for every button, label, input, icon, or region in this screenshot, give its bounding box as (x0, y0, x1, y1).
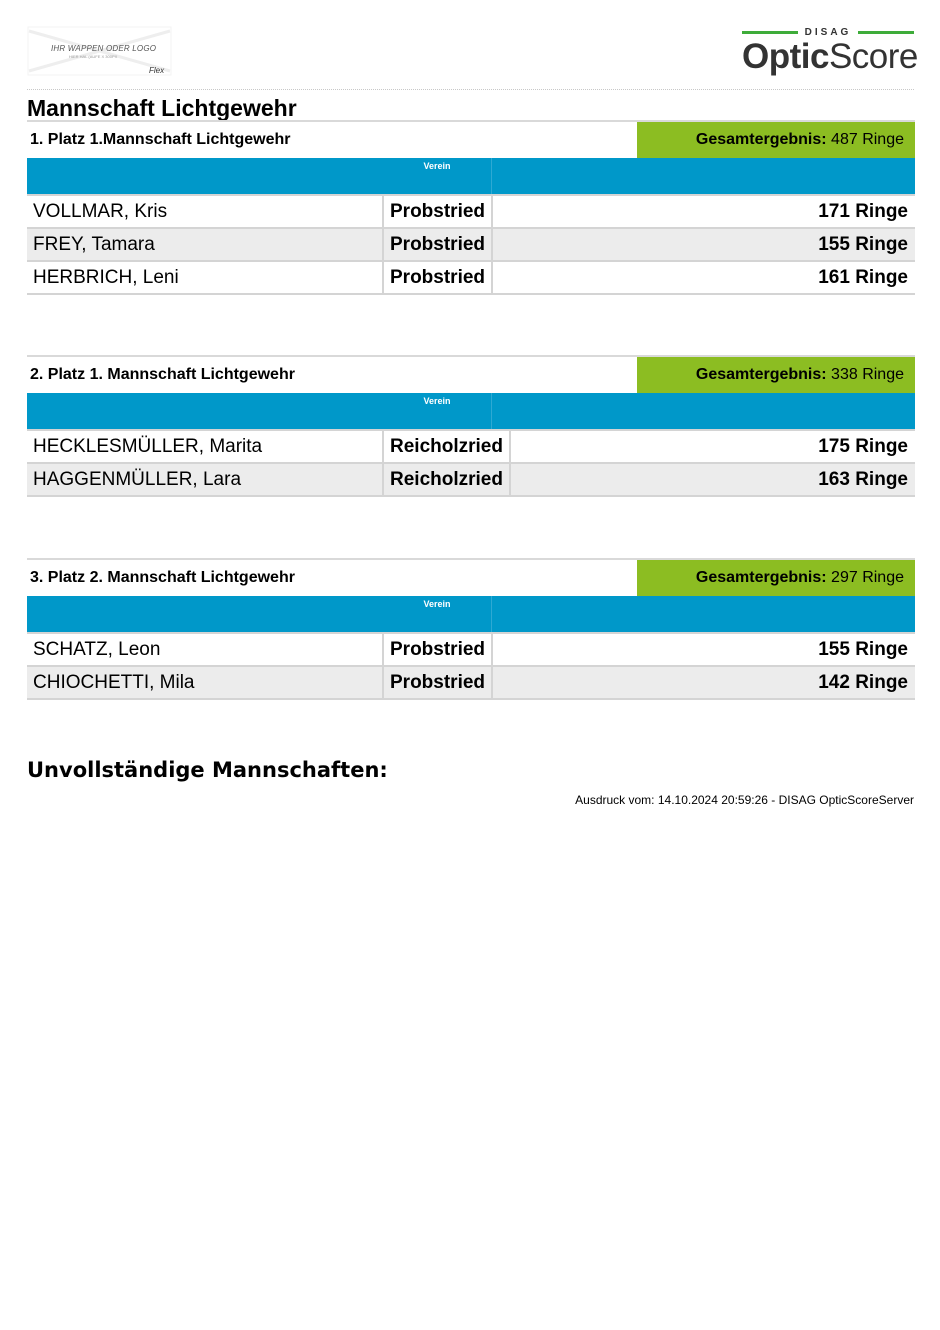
club-name: Reicholzried (390, 469, 503, 490)
column-header (27, 158, 915, 194)
team-title: 2. Platz 1. Mannschaft Lichtgewehr (30, 366, 295, 383)
shooter-name: HERBRICH, Leni (33, 267, 179, 288)
team-header (27, 120, 915, 158)
shooter-name: VOLLMAR, Kris (33, 201, 168, 222)
table-row (27, 632, 915, 665)
shooter-name: HAGGENMÜLLER, Lara (33, 469, 242, 490)
shooter-name: HECKLESMÜLLER, Marita (33, 436, 263, 457)
table-row (27, 260, 915, 295)
shooter-score: 142 Ringe (818, 672, 908, 693)
shooter-score: 175 Ringe (818, 436, 908, 457)
club-name: Probstried (390, 639, 486, 660)
column-header (27, 393, 915, 429)
table-row (27, 227, 915, 260)
club-name: Probstried (390, 267, 486, 288)
club-cell (382, 262, 493, 293)
team-total-value: 487 Ringe (831, 131, 904, 148)
column-header-divider (491, 393, 492, 429)
brand-name-regular: Score (828, 37, 918, 76)
logo-placeholder (27, 26, 172, 76)
column-header (27, 596, 915, 632)
team-total (637, 357, 915, 393)
logo-placeholder-text: IHR WAPPEN ODER LOGO (51, 44, 157, 53)
column-header-divider (491, 596, 492, 632)
club-name: Probstried (390, 234, 486, 255)
team-title: 3. Platz 2. Mannschaft Lichtgewehr (30, 569, 295, 586)
column-header-verein: Verein (423, 396, 451, 406)
brand-accent-bar-left (742, 31, 798, 34)
team-block (27, 120, 915, 295)
team-block (27, 355, 915, 497)
column-header-divider (491, 158, 492, 194)
table-row (27, 194, 915, 227)
table-row (27, 665, 915, 700)
team-header (27, 558, 915, 596)
table-row (27, 462, 915, 497)
club-name: Probstried (390, 672, 486, 693)
team-total (637, 560, 915, 596)
shooter-name: SCHATZ, Leon (33, 639, 161, 660)
club-cell (382, 634, 493, 665)
club-cell (382, 196, 493, 227)
team-total-label: Gesamtergebnis: (695, 131, 827, 148)
shooter-name: CHIOCHETTI, Mila (33, 672, 195, 693)
column-header-verein: Verein (423, 599, 451, 609)
print-timestamp: Ausdruck vom: 14.10.2024 20:59:26 - DISAG OpticScoreServer (575, 793, 914, 807)
team-total-label: Gesamtergebnis: (695, 366, 827, 383)
brand-logo (742, 27, 918, 77)
team-title: 1. Platz 1.Mannschaft Lichtgewehr (30, 131, 291, 148)
edition-label: Flex (149, 66, 165, 75)
team-block (27, 558, 915, 700)
shooter-name: FREY, Tamara (33, 234, 155, 255)
team-total-label: Gesamtergebnis: (695, 569, 827, 586)
incomplete-teams-heading: Unvollständige Mannschaften: (27, 758, 388, 782)
club-name: Probstried (390, 201, 486, 222)
shooter-score: 161 Ringe (818, 267, 908, 288)
team-total-value: 297 Ringe (831, 569, 904, 586)
column-header-verein: Verein (423, 161, 451, 171)
club-name: Reicholzried (390, 436, 503, 457)
shooter-score: 155 Ringe (818, 639, 908, 660)
shooter-score: 163 Ringe (818, 469, 908, 490)
club-cell (382, 431, 511, 462)
brand-accent-bar-right (858, 31, 914, 34)
club-cell (382, 229, 493, 260)
team-total-value: 338 Ringe (831, 366, 904, 383)
team-total (637, 122, 915, 158)
table-row (27, 429, 915, 462)
page-title: Mannschaft Lichtgewehr (27, 95, 297, 121)
brand-top-text: DISAG (804, 27, 852, 38)
shooter-score: 155 Ringe (818, 234, 908, 255)
club-cell (382, 667, 493, 698)
header-divider (27, 89, 914, 90)
shooter-score: 171 Ringe (818, 201, 908, 222)
brand-name (742, 37, 918, 77)
club-cell (382, 464, 511, 495)
logo-placeholder-subtext: HIER HAL (AUFE X 300PX (69, 54, 118, 59)
brand-name-bold: Optic (742, 37, 829, 76)
team-header (27, 355, 915, 393)
